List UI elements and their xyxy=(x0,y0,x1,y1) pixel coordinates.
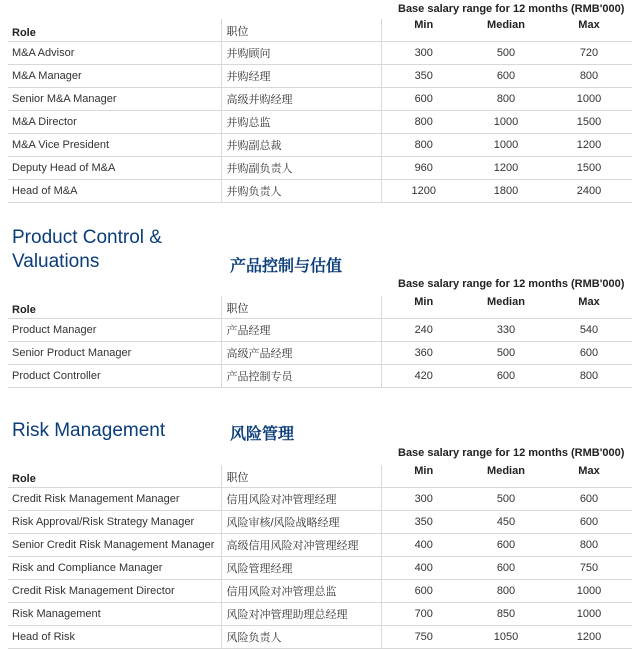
header-role: Role xyxy=(8,19,221,42)
role-cn-cell: 并购副负责人 xyxy=(221,157,381,180)
role-cell: Deputy Head of M&A xyxy=(8,157,221,180)
role-cell: Credit Risk Management Manager xyxy=(8,488,221,511)
table-row xyxy=(8,365,632,388)
header-min: Min xyxy=(381,19,466,42)
median-cell: 600 xyxy=(466,65,546,88)
min-cell: 600 xyxy=(381,88,466,111)
role-cell: Senior Credit Risk Management Manager xyxy=(8,534,221,557)
role-cell: M&A Vice President xyxy=(8,134,221,157)
header-cn-role: 职位 xyxy=(221,465,381,488)
max-cell: 800 xyxy=(546,534,632,557)
section-title-line: Product Control & xyxy=(12,227,162,248)
header-cn-role: 职位 xyxy=(221,296,381,319)
role-cn-cell: 并购副总裁 xyxy=(221,134,381,157)
salary-table-product-control xyxy=(8,296,632,388)
section-title-risk-management xyxy=(12,419,165,443)
median-cell: 500 xyxy=(466,42,546,65)
min-cell: 360 xyxy=(381,342,466,365)
role-cn-cell: 风险负责人 xyxy=(221,626,381,649)
header-role: Role xyxy=(8,465,221,488)
role-cn-cell: 产品控制专员 xyxy=(221,365,381,388)
table-row xyxy=(8,180,632,203)
table-row xyxy=(8,511,632,534)
section-title-product-control xyxy=(12,226,162,274)
median-cell: 1000 xyxy=(466,134,546,157)
max-cell: 600 xyxy=(546,511,632,534)
min-cell: 600 xyxy=(381,580,466,603)
salary-range-caption: Base salary range for 12 months (RMB'000) xyxy=(398,278,625,290)
role-cn-cell: 信用风险对冲管理经理 xyxy=(221,488,381,511)
header-max: Max xyxy=(546,465,632,488)
role-cell: M&A Advisor xyxy=(8,42,221,65)
role-cell: Senior Product Manager xyxy=(8,342,221,365)
table-row xyxy=(8,42,632,65)
min-cell: 750 xyxy=(381,626,466,649)
role-cn-cell: 产品经理 xyxy=(221,319,381,342)
max-cell: 800 xyxy=(546,65,632,88)
median-cell: 1050 xyxy=(466,626,546,649)
header-median: Median xyxy=(466,465,546,488)
min-cell: 400 xyxy=(381,534,466,557)
max-cell: 600 xyxy=(546,342,632,365)
role-cn-cell: 并购负责人 xyxy=(221,180,381,203)
table-row xyxy=(8,580,632,603)
role-cell: Head of Risk xyxy=(8,626,221,649)
min-cell: 240 xyxy=(381,319,466,342)
table-row xyxy=(8,111,632,134)
salary-range-caption: Base salary range for 12 months (RMB'000) xyxy=(398,3,625,15)
role-cn-cell: 风险审核/风险战略经理 xyxy=(221,511,381,534)
header-median: Median xyxy=(466,19,546,42)
role-cell: Risk and Compliance Manager xyxy=(8,557,221,580)
min-cell: 960 xyxy=(381,157,466,180)
table-row xyxy=(8,557,632,580)
table-row xyxy=(8,319,632,342)
header-max: Max xyxy=(546,19,632,42)
role-cell: Product Manager xyxy=(8,319,221,342)
role-cn-cell: 并购经理 xyxy=(221,65,381,88)
header-median: Median xyxy=(466,296,546,319)
role-cn-cell: 高级并购经理 xyxy=(221,88,381,111)
table-row xyxy=(8,342,632,365)
table-header-row xyxy=(8,296,632,319)
median-cell: 800 xyxy=(466,580,546,603)
table-row xyxy=(8,65,632,88)
section-title-cn-product-control: 产品控制与估值 xyxy=(230,258,343,275)
max-cell: 750 xyxy=(546,557,632,580)
median-cell: 600 xyxy=(466,365,546,388)
section-title-line: Valuations xyxy=(12,251,100,272)
min-cell: 800 xyxy=(381,134,466,157)
max-cell: 1000 xyxy=(546,580,632,603)
salary-table-ma xyxy=(8,19,632,203)
role-cell: M&A Manager xyxy=(8,65,221,88)
header-cn-role: 职位 xyxy=(221,19,381,42)
min-cell: 400 xyxy=(381,557,466,580)
median-cell: 600 xyxy=(466,557,546,580)
max-cell: 1200 xyxy=(546,134,632,157)
median-cell: 450 xyxy=(466,511,546,534)
max-cell: 720 xyxy=(546,42,632,65)
max-cell: 2400 xyxy=(546,180,632,203)
median-cell: 800 xyxy=(466,88,546,111)
max-cell: 1000 xyxy=(546,88,632,111)
min-cell: 420 xyxy=(381,365,466,388)
role-cn-cell: 高级信用风险对冲管理经理 xyxy=(221,534,381,557)
role-cn-cell: 并购顾问 xyxy=(221,42,381,65)
table-row xyxy=(8,534,632,557)
min-cell: 350 xyxy=(381,511,466,534)
min-cell: 800 xyxy=(381,111,466,134)
role-cn-cell: 并购总监 xyxy=(221,111,381,134)
min-cell: 300 xyxy=(381,488,466,511)
min-cell: 350 xyxy=(381,65,466,88)
median-cell: 500 xyxy=(466,488,546,511)
role-cell: Product Controller xyxy=(8,365,221,388)
median-cell: 330 xyxy=(466,319,546,342)
max-cell: 1500 xyxy=(546,111,632,134)
header-role: Role xyxy=(8,296,221,319)
max-cell: 540 xyxy=(546,319,632,342)
min-cell: 1200 xyxy=(381,180,466,203)
max-cell: 1500 xyxy=(546,157,632,180)
role-cell: Head of M&A xyxy=(8,180,221,203)
section-title-line: Risk Management xyxy=(12,420,166,441)
median-cell: 500 xyxy=(466,342,546,365)
salary-range-caption: Base salary range for 12 months (RMB'000) xyxy=(398,447,625,459)
table-row xyxy=(8,626,632,649)
salary-table-risk-management xyxy=(8,465,632,649)
median-cell: 1200 xyxy=(466,157,546,180)
role-cell: Credit Risk Management Director xyxy=(8,580,221,603)
role-cn-cell: 风险管理经理 xyxy=(221,557,381,580)
table-row xyxy=(8,88,632,111)
median-cell: 1800 xyxy=(466,180,546,203)
table-row xyxy=(8,157,632,180)
min-cell: 700 xyxy=(381,603,466,626)
role-cell: M&A Director xyxy=(8,111,221,134)
role-cn-cell: 高级产品经理 xyxy=(221,342,381,365)
table-row xyxy=(8,488,632,511)
section-title-cn-risk-management: 风险管理 xyxy=(230,426,295,443)
header-min: Min xyxy=(381,465,466,488)
table-header-row xyxy=(8,465,632,488)
max-cell: 1200 xyxy=(546,626,632,649)
table-row xyxy=(8,603,632,626)
median-cell: 600 xyxy=(466,534,546,557)
role-cn-cell: 风险对冲管理助理总经理 xyxy=(221,603,381,626)
min-cell: 300 xyxy=(381,42,466,65)
max-cell: 1000 xyxy=(546,603,632,626)
max-cell: 800 xyxy=(546,365,632,388)
role-cell: Senior M&A Manager xyxy=(8,88,221,111)
role-cn-cell: 信用风险对冲管理总监 xyxy=(221,580,381,603)
max-cell: 600 xyxy=(546,488,632,511)
median-cell: 850 xyxy=(466,603,546,626)
median-cell: 1000 xyxy=(466,111,546,134)
table-header-row xyxy=(8,19,632,42)
header-max: Max xyxy=(546,296,632,319)
role-cell: Risk Approval/Risk Strategy Manager xyxy=(8,511,221,534)
header-min: Min xyxy=(381,296,466,319)
role-cell: Risk Management xyxy=(8,603,221,626)
table-row xyxy=(8,134,632,157)
